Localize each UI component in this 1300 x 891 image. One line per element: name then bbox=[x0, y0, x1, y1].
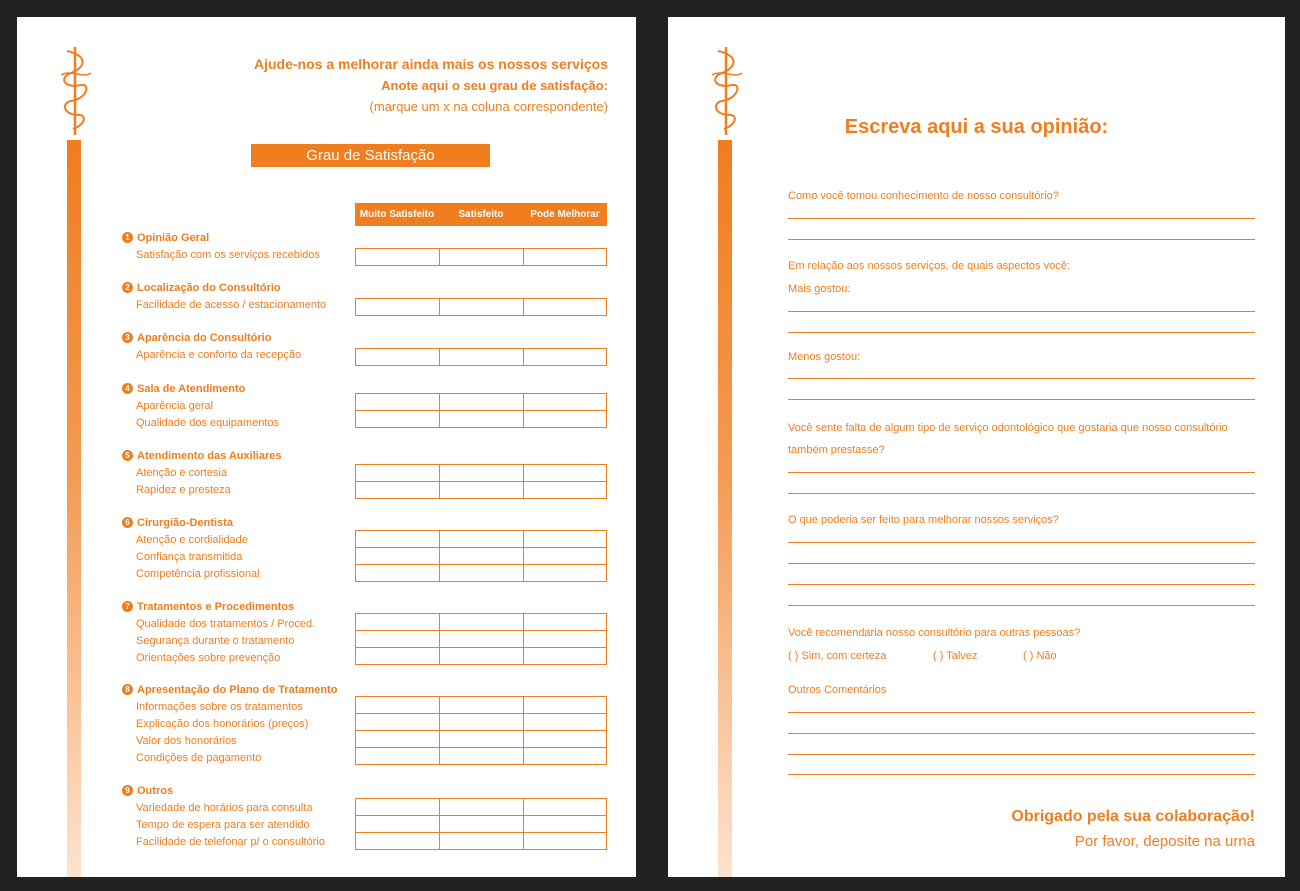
section-title-text: Opinião Geral bbox=[137, 232, 210, 244]
rating-row[interactable] bbox=[356, 647, 606, 664]
section-title-text: Atendimento das Auxiliares bbox=[137, 450, 282, 462]
header-line-1: Ajude-nos a melhorar ainda mais os nossos serviços bbox=[253, 56, 608, 72]
section-title-text: Outros bbox=[137, 785, 174, 797]
section-number-badge: 9 bbox=[122, 785, 133, 796]
section-title bbox=[122, 332, 271, 344]
answer-line[interactable] bbox=[788, 472, 1255, 473]
question-how-found: Como você tomou conhecimento de nosso consultório? bbox=[788, 190, 1059, 202]
section-title-text: Tratamentos e Procedimentos bbox=[137, 601, 295, 613]
section-title bbox=[122, 517, 233, 529]
question-aspects: Em relação aos nossos serviços, de quais aspectos você: bbox=[788, 260, 1070, 272]
section-title-text: Aparência do Consultório bbox=[137, 332, 272, 344]
rating-row[interactable] bbox=[356, 832, 606, 849]
rating-item: Orientações sobre prevenção bbox=[136, 652, 281, 664]
answer-line[interactable] bbox=[788, 542, 1255, 543]
section-title bbox=[122, 450, 281, 462]
question-other-comments: Outros Comentários bbox=[788, 684, 887, 696]
rating-item: Tempo de espera para ser atendido bbox=[136, 819, 310, 831]
section-number-badge: 1 bbox=[122, 232, 133, 243]
rating-row[interactable] bbox=[356, 349, 606, 365]
rating-grid bbox=[355, 393, 607, 428]
rating-row[interactable] bbox=[356, 531, 606, 547]
answer-line[interactable] bbox=[788, 754, 1255, 755]
question-liked-least: Menos gostou: bbox=[788, 351, 861, 363]
rating-grid bbox=[355, 298, 607, 316]
rating-row[interactable] bbox=[356, 481, 606, 498]
deposit-message: Por favor, deposite na urna bbox=[1074, 833, 1255, 850]
section-title-text: Localização do Consultório bbox=[137, 282, 281, 294]
rating-row[interactable] bbox=[356, 564, 606, 581]
rating-row[interactable] bbox=[356, 614, 606, 630]
answer-line[interactable] bbox=[788, 712, 1255, 713]
section-title-text: Sala de Atendimento bbox=[137, 383, 246, 395]
decorative-gradient-bar bbox=[67, 140, 81, 877]
answer-line[interactable] bbox=[788, 605, 1255, 606]
answer-line[interactable] bbox=[788, 493, 1255, 494]
rating-item: Valor dos honorários bbox=[136, 735, 237, 747]
rating-grid bbox=[355, 248, 607, 266]
answer-line[interactable] bbox=[788, 584, 1255, 585]
rating-row[interactable] bbox=[356, 410, 606, 427]
section-title bbox=[122, 785, 173, 797]
question-missing-service-cont: também prestasse? bbox=[788, 444, 885, 456]
thanks-message: Obrigado pela sua colaboração! bbox=[1011, 808, 1255, 825]
rating-item: Variedade de horários para consulta bbox=[136, 802, 313, 814]
rating-item: Segurança durante o tratamento bbox=[136, 635, 295, 647]
section-number-badge: 8 bbox=[122, 684, 133, 695]
question-improve: O que poderia ser feito para melhorar nossos serviços? bbox=[788, 514, 1059, 526]
answer-line[interactable] bbox=[788, 774, 1255, 775]
section-number-badge: 5 bbox=[122, 450, 133, 461]
answer-line[interactable] bbox=[788, 218, 1255, 219]
rating-row[interactable] bbox=[356, 299, 606, 315]
section-title bbox=[122, 383, 245, 395]
header-line-3: (marque um x na coluna correspondente) bbox=[369, 99, 608, 114]
rating-row[interactable] bbox=[356, 465, 606, 481]
rating-item: Competência profissional bbox=[136, 568, 260, 580]
section-title bbox=[122, 232, 209, 244]
answer-line[interactable] bbox=[788, 399, 1255, 400]
rating-item: Facilidade de acesso / estacionamento bbox=[136, 299, 327, 311]
rating-row[interactable] bbox=[356, 815, 606, 832]
column-can-improve: Pode Melhorar bbox=[530, 209, 600, 220]
opinion-title: Escreva aqui a sua opinião: bbox=[844, 116, 1109, 138]
rating-row[interactable] bbox=[356, 249, 606, 265]
option-maybe[interactable]: ( ) Talvez bbox=[933, 650, 978, 662]
option-no[interactable]: ( ) Não bbox=[1023, 650, 1057, 662]
section-title-text: Apresentação do Plano de Tratamento bbox=[137, 684, 338, 696]
rating-item: Facilidade de telefonar p/ o consultório bbox=[136, 836, 325, 848]
rating-item: Qualidade dos equipamentos bbox=[136, 417, 280, 429]
section-title bbox=[122, 282, 281, 294]
column-satisfied: Satisfeito bbox=[458, 209, 504, 220]
rating-row[interactable] bbox=[356, 799, 606, 815]
option-yes[interactable]: ( ) Sim, com certeza bbox=[788, 650, 887, 662]
section-number-badge: 7 bbox=[122, 601, 133, 612]
rating-row[interactable] bbox=[356, 547, 606, 564]
satisfaction-label: Grau de Satisfação bbox=[251, 144, 490, 167]
rating-item: Atenção e cordialidade bbox=[136, 534, 248, 546]
section-title bbox=[122, 601, 294, 613]
rating-item: Rapidez e presteza bbox=[136, 484, 231, 496]
survey-page-right bbox=[668, 17, 1285, 877]
caduceus-icon bbox=[57, 45, 93, 137]
rating-grid bbox=[355, 348, 607, 366]
section-number-badge: 4 bbox=[122, 383, 133, 394]
rating-grid bbox=[355, 613, 607, 665]
rating-row[interactable] bbox=[356, 713, 606, 730]
rating-item: Informações sobre os tratamentos bbox=[136, 701, 303, 713]
question-missing-service: Você sente falta de algum tipo de serviço odontológico que gostaria que nosso consultório bbox=[788, 422, 1228, 434]
question-liked-most: Mais gostou: bbox=[788, 283, 851, 295]
section-number-badge: 2 bbox=[122, 282, 133, 293]
answer-line[interactable] bbox=[788, 733, 1255, 734]
answer-line[interactable] bbox=[788, 311, 1255, 312]
survey-page-left bbox=[17, 17, 636, 877]
answer-line[interactable] bbox=[788, 563, 1255, 564]
answer-line[interactable] bbox=[788, 332, 1255, 333]
rating-item: Qualidade dos tratamentos / Proced. bbox=[136, 618, 316, 630]
rating-grid bbox=[355, 798, 607, 850]
rating-row[interactable] bbox=[356, 697, 606, 713]
section-title-text: Cirurgião-Dentista bbox=[137, 517, 233, 529]
rating-row[interactable] bbox=[356, 747, 606, 764]
rating-row[interactable] bbox=[356, 730, 606, 747]
answer-line[interactable] bbox=[788, 239, 1255, 240]
section-number-badge: 3 bbox=[122, 332, 133, 343]
rating-item: Satisfação com os serviços recebidos bbox=[136, 249, 321, 261]
answer-line[interactable] bbox=[788, 378, 1255, 379]
rating-row[interactable] bbox=[356, 394, 606, 410]
rating-item: Confiança transmitida bbox=[136, 551, 243, 563]
section-number-badge: 6 bbox=[122, 517, 133, 528]
header-line-2: Anote aqui o seu grau de satisfação: bbox=[381, 78, 608, 93]
rating-grid bbox=[355, 464, 607, 499]
rating-grid bbox=[355, 696, 607, 765]
decorative-gradient-bar bbox=[718, 140, 732, 877]
rating-item: Aparência geral bbox=[136, 400, 214, 412]
rating-item: Condições de pagamento bbox=[136, 752, 262, 764]
rating-column-header bbox=[355, 203, 607, 226]
rating-item: Explicação dos honorários (preços) bbox=[136, 718, 309, 730]
section-title bbox=[122, 684, 338, 696]
rating-grid bbox=[355, 530, 607, 582]
question-recommend: Você recomendaria nosso consultório para outras pessoas? bbox=[788, 627, 1081, 639]
column-very-satisfied: Muito Satisfeito bbox=[359, 209, 435, 220]
rating-item: Atenção e cortesia bbox=[136, 467, 228, 479]
rating-item: Aparência e conforto da recepção bbox=[136, 349, 302, 361]
rating-row[interactable] bbox=[356, 630, 606, 647]
